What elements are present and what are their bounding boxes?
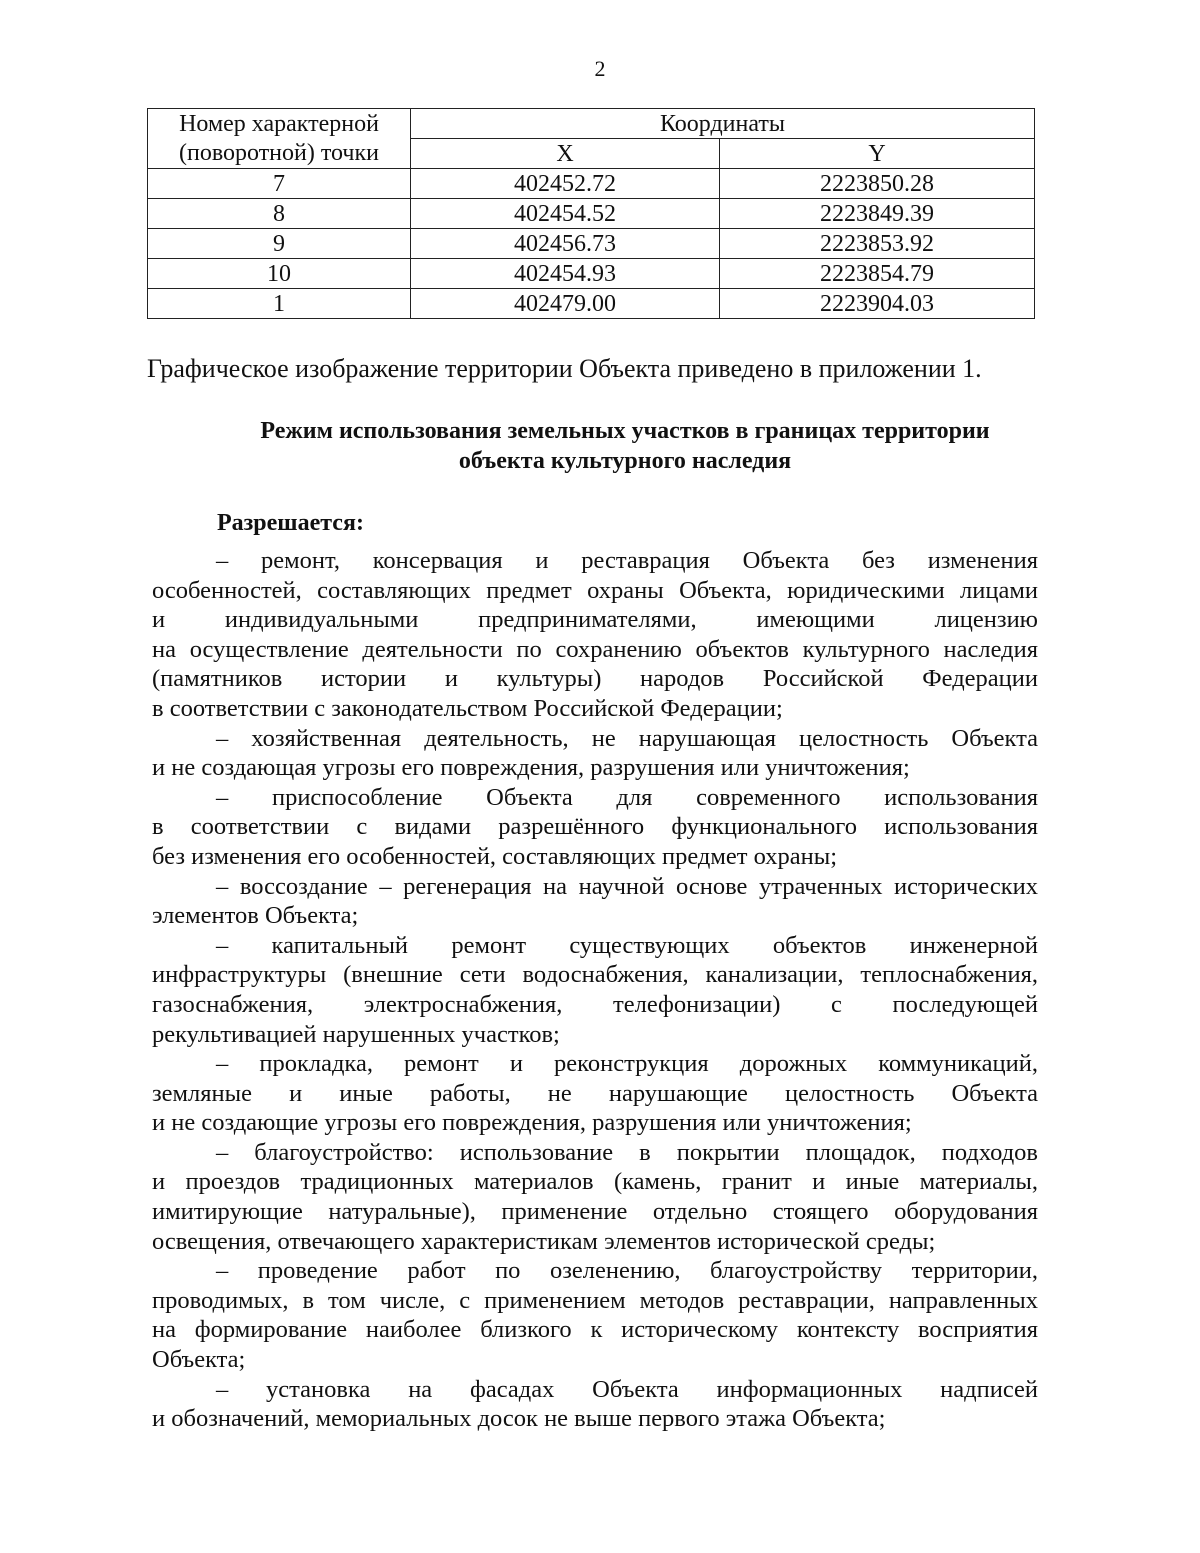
allowed-label: Разрешается: bbox=[217, 510, 364, 536]
text-line: – установка на фасадах Объекта информационных надписей bbox=[216, 1375, 1038, 1403]
text-line: освещения, отвечающего характеристикам элементов исторической среды; bbox=[152, 1227, 936, 1255]
text-line: и не создающая угрозы его повреждения, разрушения или уничтожения; bbox=[152, 754, 910, 782]
cell-y: 2223854.79 bbox=[720, 259, 1035, 289]
cell-x: 402454.52 bbox=[411, 199, 720, 229]
header-coordinates: Координаты bbox=[411, 109, 1035, 139]
text-line: – ремонт, консервация и реставрация Объекта без изменения bbox=[216, 547, 1038, 574]
text-line: в соответствии с видами разрешённого функционального использования bbox=[152, 813, 1038, 841]
heading-line: объекта культурного наследия bbox=[458, 448, 792, 474]
text-line: газоснабжения, электроснабжения, телефонизации) с последующей bbox=[152, 990, 1038, 1018]
text-line: и проездов традиционных материалов (камень, гранит и иные материалы, bbox=[152, 1168, 1038, 1196]
text-line: – приспособление Объекта для современного использования bbox=[216, 783, 1038, 811]
cell-x: 402456.73 bbox=[411, 229, 720, 259]
header-y: Y bbox=[720, 139, 1035, 169]
table-row bbox=[148, 199, 1035, 229]
text-line: без изменения его особенностей, составляющих предмет охраны; bbox=[152, 842, 837, 870]
text-line: особенностей, составляющих предмет охраны Объекта, юридическими лицами bbox=[152, 576, 1038, 604]
text-line: на формирование наиболее близкого к историческому контексту восприятия bbox=[152, 1316, 1038, 1344]
cell-point: 1 bbox=[148, 289, 411, 319]
cell-y: 2223853.92 bbox=[720, 229, 1035, 259]
cell-x: 402479.00 bbox=[411, 289, 720, 319]
text-line: Объекта; bbox=[152, 1346, 246, 1374]
table-row bbox=[148, 169, 1035, 199]
text-line: – благоустройство: использование в покрытии площадок, подходов bbox=[216, 1138, 1038, 1166]
page-number: 2 bbox=[594, 56, 606, 81]
cell-y: 2223849.39 bbox=[720, 199, 1035, 229]
cell-point: 7 bbox=[148, 169, 411, 199]
heading-line: Режим использования земельных участков в границах территории bbox=[260, 418, 990, 444]
header-x: X bbox=[411, 139, 720, 169]
text-line: имитирующие натуральные), применение отдельно стоящего оборудования bbox=[152, 1198, 1038, 1226]
text-line: и обозначений, мемориальных досок не выше первого этажа Объекта; bbox=[152, 1405, 886, 1433]
header-point-line: (поворотной) точки bbox=[179, 139, 379, 166]
text-line: на осуществление деятельности по сохранению объектов культурного наследия bbox=[152, 635, 1038, 663]
cell-point: 9 bbox=[148, 229, 411, 259]
text-line: инфраструктуры (внешние сети водоснабжения, канализации, теплоснабжения, bbox=[152, 961, 1038, 989]
text-line: элементов Объекта; bbox=[152, 902, 359, 930]
text-line: проводимых, в том числе, с применением методов реставрации, направленных bbox=[152, 1286, 1038, 1314]
table-header-row bbox=[148, 109, 1035, 139]
cell-point: 10 bbox=[148, 259, 411, 289]
text-line: – прокладка, ремонт и реконструкция дорожных коммуникаций, bbox=[216, 1050, 1038, 1078]
cell-x: 402454.93 bbox=[411, 259, 720, 289]
appendix-caption: Графическое изображение территории Объекта приведено в приложении 1. bbox=[147, 354, 982, 383]
header-point-line: Номер характерной bbox=[179, 110, 379, 137]
text-line: – хозяйственная деятельность, не нарушающая целостность Объекта bbox=[216, 724, 1038, 752]
permitted-activities-list bbox=[152, 546, 1038, 1434]
section-heading bbox=[0, 416, 1200, 476]
cell-x: 402452.72 bbox=[411, 169, 720, 199]
coordinates-table bbox=[147, 108, 1035, 319]
text-line: – капитальный ремонт существующих объектов инженерной bbox=[216, 931, 1038, 959]
table-row bbox=[148, 289, 1035, 319]
text-line: в соответствии с законодательством Российской Федерации; bbox=[152, 694, 783, 722]
text-line: – проведение работ по озеленению, благоустройству территории, bbox=[216, 1257, 1038, 1285]
cell-y: 2223850.28 bbox=[720, 169, 1035, 199]
text-line: рекультивацией нарушенных участков; bbox=[152, 1020, 560, 1048]
cell-y: 2223904.03 bbox=[720, 289, 1035, 319]
text-line: и не создающие угрозы его повреждения, разрушения или уничтожения; bbox=[152, 1109, 912, 1137]
text-line: (памятников истории и культуры) народов Российской Федерации bbox=[152, 665, 1038, 693]
header-point-number bbox=[148, 109, 411, 169]
text-line: – воссоздание – регенерация на научной основе утраченных исторических bbox=[216, 872, 1038, 900]
text-line: и индивидуальными предпринимателями, имеющими лицензию bbox=[152, 606, 1038, 634]
table-row bbox=[148, 259, 1035, 289]
text-line: земляные и иные работы, не нарушающие целостность Объекта bbox=[152, 1079, 1038, 1107]
table-row bbox=[148, 229, 1035, 259]
cell-point: 8 bbox=[148, 199, 411, 229]
